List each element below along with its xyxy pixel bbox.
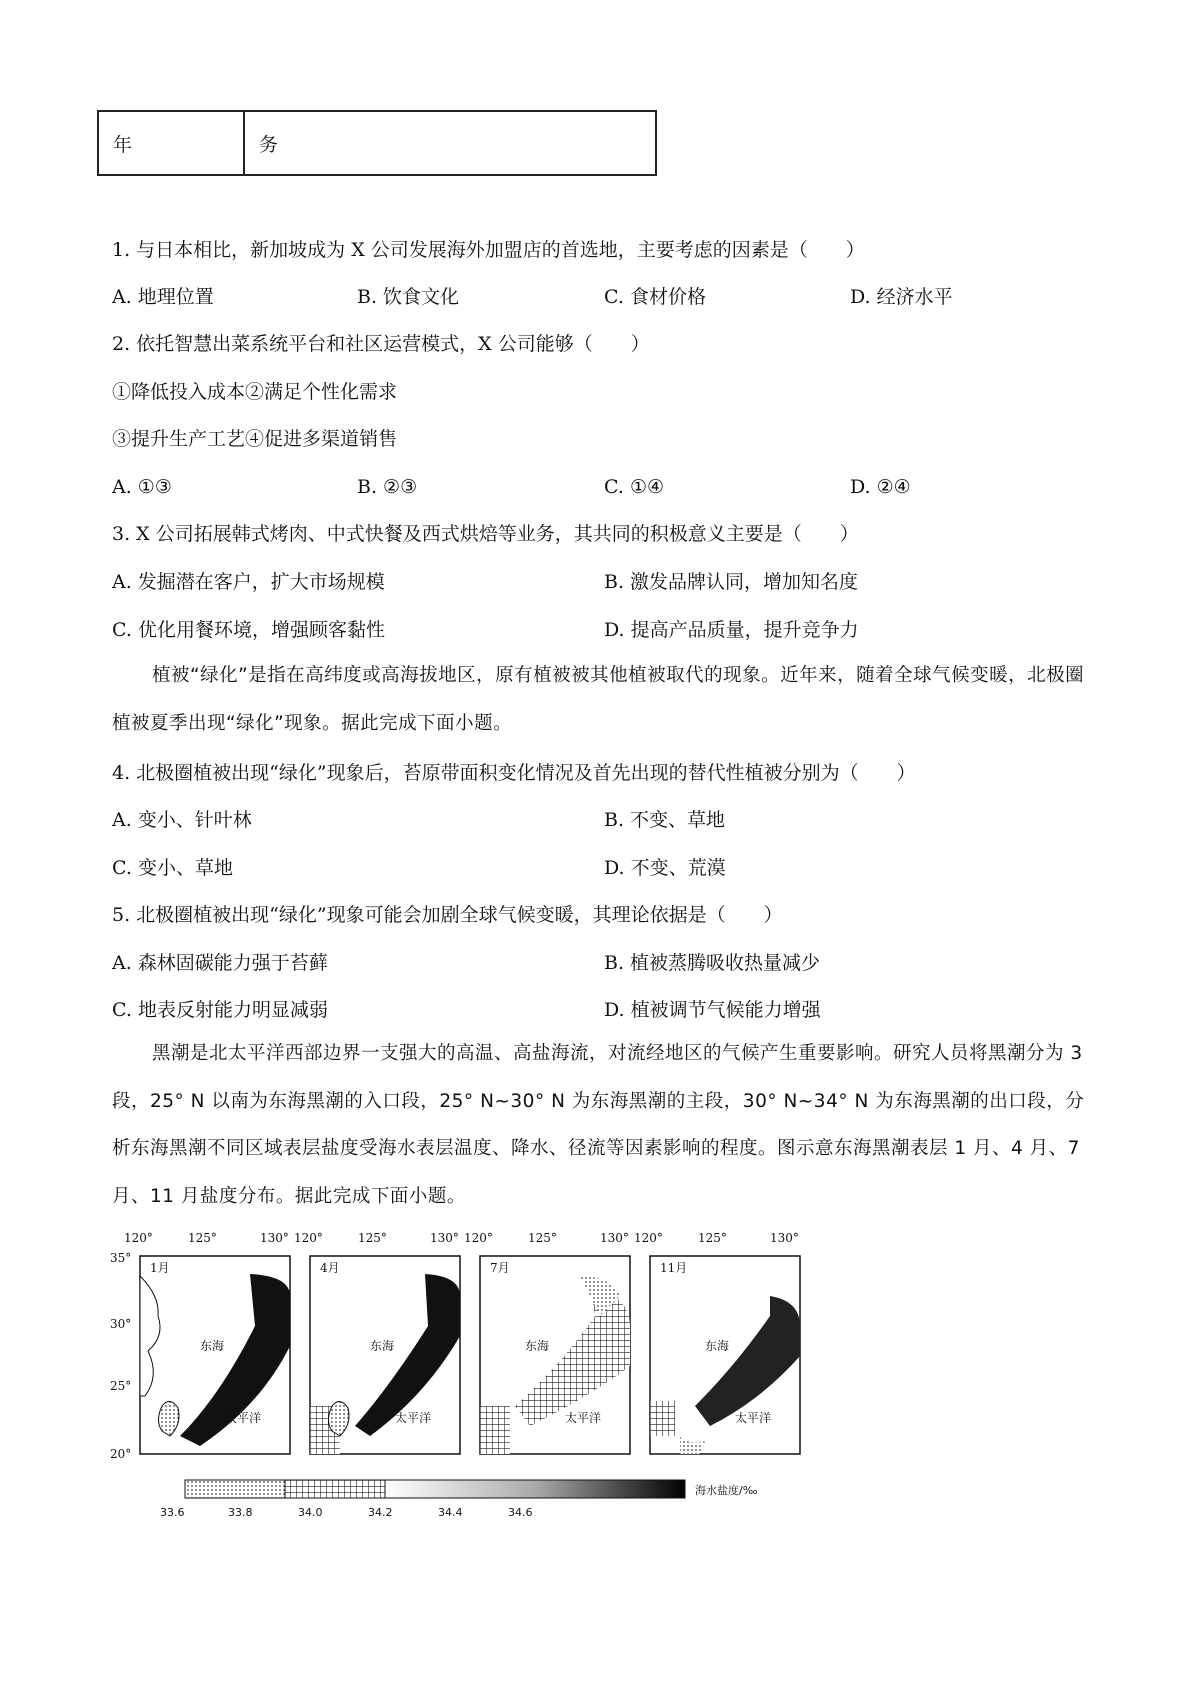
svg-text:125°: 125° bbox=[528, 1231, 557, 1245]
q5-option-d: D. 植被调节气候能力增强 bbox=[604, 999, 821, 1021]
panel-label: 7月 bbox=[490, 1261, 510, 1275]
svg-text:33.6: 33.6 bbox=[160, 1506, 185, 1519]
question-4-stem: 4. 北极圈植被出现“绿化”现象后，苔原带面积变化情况及首先出现的替代性植被分别为（ ） bbox=[112, 762, 916, 784]
sea-label: 东海 bbox=[370, 1339, 395, 1353]
panel-label: 4月 bbox=[320, 1261, 340, 1275]
q5-option-b: B. 植被蒸腾吸收热量减少 bbox=[604, 952, 821, 974]
q3-option-c: C. 优化用餐环境，增强顾客黏性 bbox=[112, 619, 385, 641]
svg-text:130°: 130° bbox=[770, 1231, 799, 1245]
q4-option-c: C. 变小、草地 bbox=[112, 857, 233, 879]
svg-text:125°: 125° bbox=[698, 1231, 727, 1245]
salinity-legend bbox=[160, 1480, 758, 1519]
panel-label: 11月 bbox=[660, 1261, 688, 1275]
svg-text:120°: 120° bbox=[634, 1231, 663, 1245]
q5-option-c: C. 地表反射能力明显减弱 bbox=[112, 999, 328, 1021]
q2-option-c: C. ①④ bbox=[604, 476, 665, 498]
ocean-label: 太平洋 bbox=[225, 1411, 262, 1425]
svg-text:130°: 130° bbox=[260, 1231, 289, 1245]
svg-text:130°: 130° bbox=[430, 1231, 459, 1245]
map-panel-july bbox=[480, 1256, 630, 1454]
header-cell-2: 务 bbox=[244, 111, 656, 175]
q3-option-d: D. 提高产品质量，提升竞争力 bbox=[604, 619, 859, 641]
q3-option-a: A. 发掘潜在客户，扩大市场规模 bbox=[112, 571, 385, 593]
panel-label: 1月 bbox=[150, 1261, 170, 1275]
longitude-labels bbox=[124, 1231, 799, 1245]
svg-text:120°: 120° bbox=[124, 1231, 153, 1245]
svg-text:120°: 120° bbox=[294, 1231, 323, 1245]
q4-option-a: A. 变小、针叶林 bbox=[112, 809, 252, 831]
latitude-labels bbox=[110, 1251, 131, 1461]
svg-text:35°: 35° bbox=[110, 1251, 132, 1265]
question-3-stem: 3. X 公司拓展韩式烤肉、中式快餐及西式烘焙等业务，其共同的积极意义主要是（ ） bbox=[112, 523, 859, 545]
salinity-maps-figure bbox=[110, 1228, 870, 1528]
svg-text:25°: 25° bbox=[110, 1379, 132, 1393]
map-panel-january bbox=[140, 1256, 290, 1454]
svg-text:34.6: 34.6 bbox=[508, 1506, 533, 1519]
svg-text:125°: 125° bbox=[188, 1231, 217, 1245]
header-cell-1: 年 bbox=[98, 111, 244, 175]
q2-option-d: D. ②④ bbox=[850, 476, 911, 498]
svg-text:20°: 20° bbox=[110, 1447, 132, 1461]
sea-label: 东海 bbox=[200, 1339, 225, 1353]
map-panel-april bbox=[310, 1256, 460, 1454]
map-panel-november bbox=[650, 1256, 800, 1454]
svg-text:125°: 125° bbox=[358, 1231, 387, 1245]
q4-option-d: D. 不变、荒漠 bbox=[604, 857, 726, 879]
sea-label: 东海 bbox=[705, 1339, 730, 1353]
svg-text:34.0: 34.0 bbox=[298, 1506, 323, 1519]
ocean-label: 太平洋 bbox=[565, 1411, 602, 1425]
q3-option-b: B. 激发品牌认同，增加知名度 bbox=[604, 571, 859, 593]
q2-statement-1: ①降低投入成本②满足个性化需求 bbox=[112, 381, 398, 403]
header-table bbox=[97, 110, 657, 176]
sea-label: 东海 bbox=[525, 1339, 550, 1353]
q1-option-c: C. 食材价格 bbox=[604, 286, 706, 308]
q4-option-b: B. 不变、草地 bbox=[604, 809, 726, 831]
question-1-stem: 1. 与日本相比，新加坡成为 X 公司发展海外加盟店的首选地，主要考虑的因素是（ ） bbox=[112, 239, 865, 261]
svg-text:34.2: 34.2 bbox=[368, 1506, 393, 1519]
question-5-stem: 5. 北极圈植被出现“绿化”现象可能会加剧全球气候变暖，其理论依据是（ ） bbox=[112, 904, 783, 926]
svg-text:33.8: 33.8 bbox=[228, 1506, 253, 1519]
ocean-label: 太平洋 bbox=[735, 1411, 772, 1425]
svg-text:海水盐度/‰: 海水盐度/‰ bbox=[695, 1484, 758, 1497]
passage-kuroshio: 黑潮是北太平洋西部边界一支强大的高温、高盐海流，对流经地区的气候产生重要影响。研究人员将黑潮分为 3 段，25° N 以南为东海黑潮的入口段，25° N~30° N 为东海黑潮的主段，30° N~34° N 为东海黑潮的出口段，分析东海黑潮不同区域表层盐度受海水表层温度、降水、径流等因素影响的程度。图示意东海黑潮表层 1 月、4 月、7 月、11 月盐度分布。据此完成下面小题。 bbox=[112, 1043, 1085, 1207]
svg-text:34.4: 34.4 bbox=[438, 1506, 463, 1519]
q1-option-a: A. 地理位置 bbox=[112, 286, 214, 308]
passage-greening: 植被“绿化”是指在高纬度或高海拔地区，原有植被被其他植被取代的现象。近年来，随着全球气候变暖，北极圈植被夏季出现“绿化”现象。据此完成下面小题。 bbox=[112, 665, 1085, 734]
svg-text:120°: 120° bbox=[464, 1231, 493, 1245]
ocean-label: 太平洋 bbox=[395, 1411, 432, 1425]
svg-text:30°: 30° bbox=[110, 1317, 132, 1331]
svg-text:130°: 130° bbox=[600, 1231, 629, 1245]
q2-option-b: B. ②③ bbox=[357, 476, 418, 498]
q2-option-a: A. ①③ bbox=[112, 476, 172, 498]
q2-statement-2: ③提升生产工艺④促进多渠道销售 bbox=[112, 428, 398, 450]
q1-option-d: D. 经济水平 bbox=[850, 286, 953, 308]
q5-option-a: A. 森林固碳能力强于苔藓 bbox=[112, 952, 328, 974]
question-2-stem: 2. 依托智慧出菜系统平台和社区运营模式，X 公司能够（ ） bbox=[112, 333, 650, 355]
q1-option-b: B. 饮食文化 bbox=[357, 286, 460, 308]
